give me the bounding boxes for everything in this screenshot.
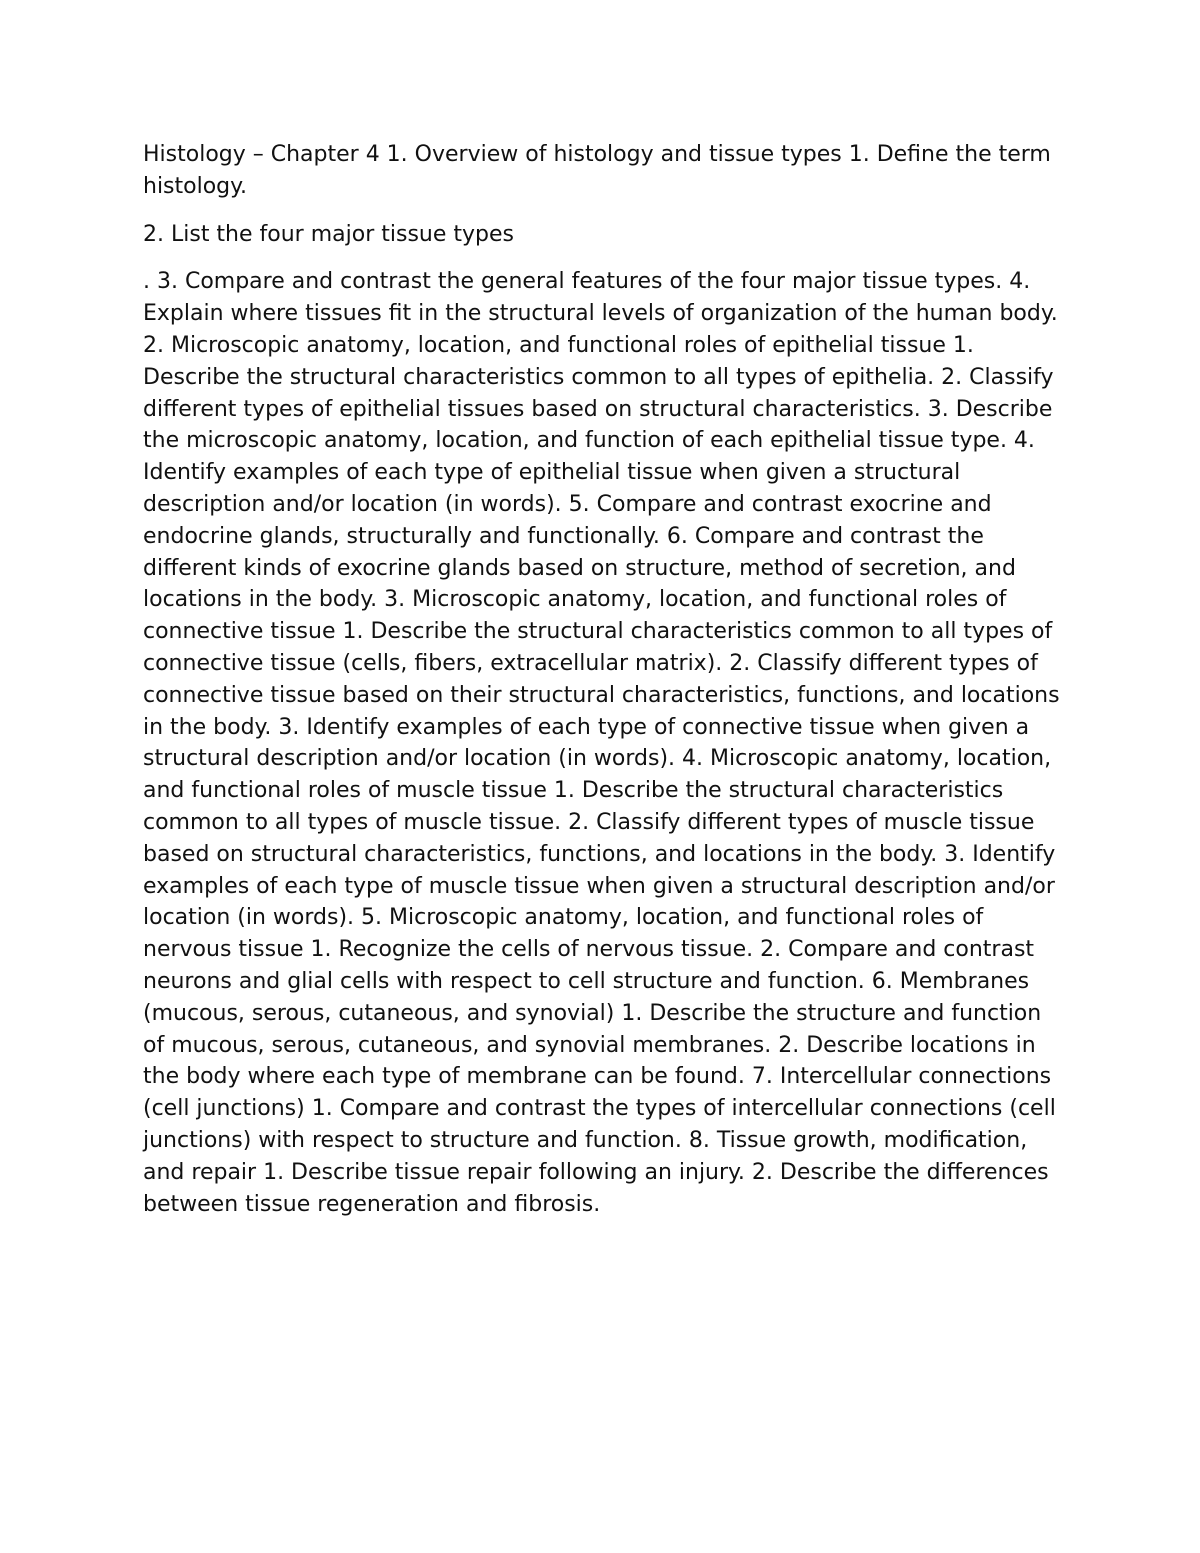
paragraph-objectives: . 3. Compare and contrast the general features of the four major tissue types. 4. Explain where tissues fit in the structural levels of organization of the human body. 2. Microscopic anatomy, location, and functional roles of epithelial tissue 1. Describe the structural characteristics common to all types of epithelia. 2. Classify different types of epithelial tissues based on structural characteristics. 3. Describe the microscopic anatomy, location, and function of each epithelial tissue type. 4. Identify examples of each type of epithelial tissue when given a structural description and/or location (in words). 5. Compare and contrast exocrine and endocrine glands, structurally and functionally. 6. Compare and contrast the different kinds of exocrine glands based on structure, method of secretion, and locations in the body. 3. Microscopic anatomy, location, and functional roles of connective tissue 1. Describe the structural characteristics common to all types of connective tissue (cells, fibers, extracellular matrix). 2. Classify different types of connective tissue based on their structural characteristics, functions, and locations in the body. 3. Identify examples of each type of connective tissue when given a structural description and/or location (in words). 4. Microscopic anatomy, location, and functional roles of muscle tissue 1. Describe the structural characteristics common to all types of muscle tissue. 2. Classify different types of muscle tissue based on structural characteristics, functions, and locations in the body. 3. Identify examples of each type of muscle tissue when given a structural description and/or location (in words). 5. Microscopic anatomy, location, and functional roles of nervous tissue 1. Recognize the cells of nervous tissue. 2. Compare and contrast neurons and glial cells with respect to cell structure and function. 6. Membranes (mucous, serous, cutaneous, and synovial) 1. Describe the structure and function of mucous, serous, cutaneous, and synovial membranes. 2. Describe locations in the body where each type of membrane can be found. 7. Intercellular connections (cell junctions) 1. Compare and contrast the types of intercellular connections (cell junctions) with respect to structure and function. 8. Tissue growth, modification, and repair 1. Describe tissue repair following an injury. 2. Describe the differences between tissue regeneration and fibrosis. xyxy=(143,269,1060,1217)
paragraph-list-tissue-types: 2. List the four major tissue types xyxy=(143,221,514,247)
document-body xyxy=(143,139,1063,1220)
paragraph-heading: Histology – Chapter 4 1. Overview of histology and tissue types 1. Define the term histology. xyxy=(143,142,1051,199)
